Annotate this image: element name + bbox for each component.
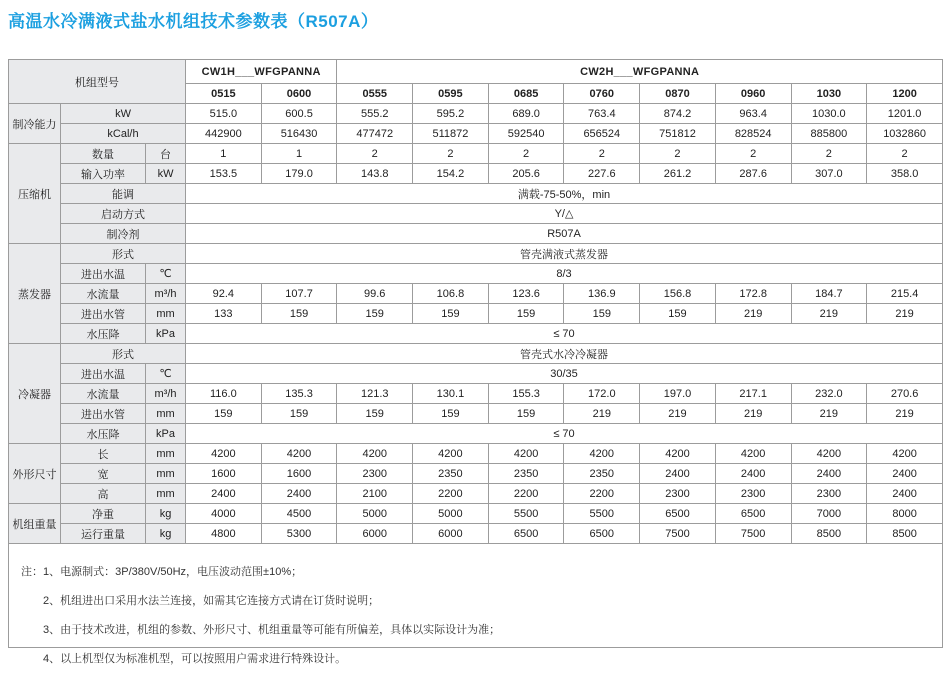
spec-table (8, 59, 943, 544)
value-cell: 2400 (261, 484, 337, 504)
section-label-cell: 机组重量 (9, 504, 61, 544)
value-cell: 6500 (488, 524, 564, 544)
value-cell: 219 (791, 404, 867, 424)
value-cell: 159 (413, 304, 489, 324)
param-label-cell: 水压降 (61, 324, 146, 344)
table-row (9, 484, 943, 504)
merged-value-cell: Y/△ (186, 204, 943, 224)
value-cell: 828524 (715, 124, 791, 144)
table-row (9, 324, 943, 344)
param-label-cell: 高 (61, 484, 146, 504)
value-cell: 159 (337, 404, 413, 424)
unit-cell: kPa (146, 424, 186, 444)
note-item: 4、以上机型仅为标准机型，可以按照用户需求进行特殊设计。 (43, 653, 347, 665)
model-header-cell: 0685 (488, 84, 564, 104)
value-cell: 2200 (413, 484, 489, 504)
table-row (9, 284, 943, 304)
value-cell: 4500 (261, 504, 337, 524)
param-label-cell: 运行重量 (61, 524, 146, 544)
value-cell: 215.4 (867, 284, 943, 304)
note-item: 1、电源制式：3P/380V/50Hz，电压波动范围±10%； (43, 566, 303, 578)
value-cell: 8500 (867, 524, 943, 544)
param-label-cell: kW (61, 104, 186, 124)
table-row (9, 124, 943, 144)
value-cell: 6500 (715, 504, 791, 524)
value-cell: 6000 (337, 524, 413, 544)
value-cell: 121.3 (337, 384, 413, 404)
value-cell: 2 (640, 144, 716, 164)
section-label-cell: 压缩机 (9, 144, 61, 244)
value-cell: 217.1 (715, 384, 791, 404)
value-cell: 106.8 (413, 284, 489, 304)
value-cell: 751812 (640, 124, 716, 144)
unit-cell: ℃ (146, 364, 186, 384)
param-label-cell: 水流量 (61, 384, 146, 404)
table-row (9, 164, 943, 184)
unit-cell: 台 (146, 144, 186, 164)
value-cell: 885800 (791, 124, 867, 144)
table-row (9, 364, 943, 384)
value-cell: 197.0 (640, 384, 716, 404)
value-cell: 689.0 (488, 104, 564, 124)
value-cell: 2400 (867, 484, 943, 504)
table-row (9, 464, 943, 484)
value-cell: 874.2 (640, 104, 716, 124)
table-row (9, 264, 943, 284)
model-header-cell: 0600 (261, 84, 337, 104)
value-cell: 219 (640, 404, 716, 424)
value-cell: 2 (337, 144, 413, 164)
value-cell: 2 (488, 144, 564, 164)
param-label-cell: 数量 (61, 144, 146, 164)
value-cell: 592540 (488, 124, 564, 144)
value-cell: 4200 (261, 444, 337, 464)
unit-cell: mm (146, 484, 186, 504)
value-cell: 261.2 (640, 164, 716, 184)
table-row (9, 384, 943, 404)
value-cell: 159 (337, 304, 413, 324)
value-cell: 2300 (715, 484, 791, 504)
value-cell: 4200 (337, 444, 413, 464)
model-header-cell: 1200 (867, 84, 943, 104)
value-cell: 1 (186, 144, 262, 164)
value-cell: 2 (413, 144, 489, 164)
note-item: 2、机组进出口采用水法兰连接，如需其它连接方式请在订货时说明； (43, 595, 380, 607)
model-header-cell: 0960 (715, 84, 791, 104)
value-cell: 2350 (564, 464, 640, 484)
table-row (9, 344, 943, 364)
value-cell: 2300 (640, 484, 716, 504)
value-cell: 172.8 (715, 284, 791, 304)
table-row (9, 184, 943, 204)
merged-value-cell: 30/35 (186, 364, 943, 384)
param-label-cell: 制冷剂 (61, 224, 186, 244)
value-cell: 6500 (564, 524, 640, 544)
value-cell: 2300 (791, 484, 867, 504)
value-cell: 5500 (488, 504, 564, 524)
table-row (9, 404, 943, 424)
notes (8, 544, 943, 665)
model-label-cell: 机组型号 (9, 60, 186, 104)
table-row (9, 104, 943, 124)
model-header-cell: 0870 (640, 84, 716, 104)
value-cell: 1030.0 (791, 104, 867, 124)
value-cell: 2350 (413, 464, 489, 484)
merged-value-cell: ≤ 70 (186, 424, 943, 444)
value-cell: 5000 (413, 504, 489, 524)
value-cell: 2400 (715, 464, 791, 484)
value-cell: 2400 (186, 484, 262, 504)
merged-value-cell: 管壳式水冷冷凝器 (186, 344, 943, 364)
value-cell: 5000 (337, 504, 413, 524)
value-cell: 963.4 (715, 104, 791, 124)
value-cell: 2100 (337, 484, 413, 504)
value-cell: 555.2 (337, 104, 413, 124)
unit-cell: mm (146, 404, 186, 424)
value-cell: 219 (867, 404, 943, 424)
value-cell: 1032860 (867, 124, 943, 144)
value-cell: 1201.0 (867, 104, 943, 124)
table-row (9, 524, 943, 544)
value-cell: 2 (564, 144, 640, 164)
value-cell: 135.3 (261, 384, 337, 404)
param-label-cell: 宽 (61, 464, 146, 484)
value-cell: 2 (867, 144, 943, 164)
value-cell: 159 (413, 404, 489, 424)
value-cell: 595.2 (413, 104, 489, 124)
table-row (9, 304, 943, 324)
param-label-cell: 净重 (61, 504, 146, 524)
note-item: 3、由于技术改进，机组的参数、外形尺寸、机组重量等可能有所偏差，具体以实际设计为准； (43, 624, 501, 636)
series-header-cell: CW2H___WFGPANNA (337, 60, 943, 84)
value-cell: 99.6 (337, 284, 413, 304)
page-title: 高温水冷满液式盐水机组技术参数表（R507A） (8, 12, 379, 31)
model-header-cell: 0760 (564, 84, 640, 104)
value-cell: 159 (488, 304, 564, 324)
merged-value-cell: 满载-75-50%，min (186, 184, 943, 204)
series-header-cell: CW1H___WFGPANNA (186, 60, 337, 84)
value-cell: 179.0 (261, 164, 337, 184)
value-cell: 2200 (488, 484, 564, 504)
value-cell: 5500 (564, 504, 640, 524)
section-label-cell: 蒸发器 (9, 244, 61, 344)
spec-table-body (9, 104, 943, 544)
table-row (9, 144, 943, 164)
value-cell: 159 (261, 404, 337, 424)
value-cell: 2 (791, 144, 867, 164)
value-cell: 2400 (867, 464, 943, 484)
value-cell: 2300 (337, 464, 413, 484)
value-cell: 2 (715, 144, 791, 164)
value-cell: 270.6 (867, 384, 943, 404)
notes-prefix: 注： (21, 566, 43, 578)
value-cell: 219 (715, 404, 791, 424)
unit-cell: mm (146, 464, 186, 484)
param-label-cell: 水压降 (61, 424, 146, 444)
value-cell: 763.4 (564, 104, 640, 124)
value-cell: 7000 (791, 504, 867, 524)
value-cell: 2400 (791, 464, 867, 484)
value-cell: 159 (640, 304, 716, 324)
value-cell: 205.6 (488, 164, 564, 184)
page (0, 7, 951, 665)
unit-cell: kW (146, 164, 186, 184)
value-cell: 143.8 (337, 164, 413, 184)
value-cell: 1600 (261, 464, 337, 484)
param-label-cell: 启动方式 (61, 204, 186, 224)
value-cell: 219 (867, 304, 943, 324)
value-cell: 227.6 (564, 164, 640, 184)
table-row (9, 204, 943, 224)
param-label-cell: 水流量 (61, 284, 146, 304)
param-label-cell: 能调 (61, 184, 186, 204)
value-cell: 155.3 (488, 384, 564, 404)
value-cell: 219 (791, 304, 867, 324)
spec-sheet (8, 59, 943, 665)
value-cell: 358.0 (867, 164, 943, 184)
value-cell: 4800 (186, 524, 262, 544)
section-label-cell: 冷凝器 (9, 344, 61, 444)
param-label-cell: kCal/h (61, 124, 186, 144)
value-cell: 136.9 (564, 284, 640, 304)
value-cell: 1600 (186, 464, 262, 484)
value-cell: 154.2 (413, 164, 489, 184)
value-cell: 123.6 (488, 284, 564, 304)
value-cell: 133 (186, 304, 262, 324)
param-label-cell: 进出水温 (61, 364, 146, 384)
unit-cell: kPa (146, 324, 186, 344)
param-label-cell: 形式 (61, 244, 186, 264)
value-cell: 159 (564, 304, 640, 324)
value-cell: 184.7 (791, 284, 867, 304)
value-cell: 516430 (261, 124, 337, 144)
table-row (9, 244, 943, 264)
value-cell: 219 (715, 304, 791, 324)
value-cell: 4200 (791, 444, 867, 464)
model-header-cell: 1030 (791, 84, 867, 104)
header-row (9, 60, 943, 84)
param-label-cell: 进出水温 (61, 264, 146, 284)
table-row (9, 224, 943, 244)
value-cell: 4200 (867, 444, 943, 464)
unit-cell: mm (146, 304, 186, 324)
unit-cell: m³/h (146, 384, 186, 404)
value-cell: 153.5 (186, 164, 262, 184)
value-cell: 6000 (413, 524, 489, 544)
unit-cell: m³/h (146, 284, 186, 304)
param-label-cell: 进出水管 (61, 304, 146, 324)
section-label-cell: 外形尺寸 (9, 444, 61, 504)
value-cell: 477472 (337, 124, 413, 144)
value-cell: 156.8 (640, 284, 716, 304)
value-cell: 656524 (564, 124, 640, 144)
value-cell: 116.0 (186, 384, 262, 404)
unit-cell: kg (146, 524, 186, 544)
model-header-cell: 0515 (186, 84, 262, 104)
value-cell: 159 (186, 404, 262, 424)
value-cell: 159 (261, 304, 337, 324)
value-cell: 4200 (564, 444, 640, 464)
value-cell: 1 (261, 144, 337, 164)
merged-value-cell: R507A (186, 224, 943, 244)
value-cell: 7500 (640, 524, 716, 544)
value-cell: 4200 (640, 444, 716, 464)
value-cell: 107.7 (261, 284, 337, 304)
value-cell: 219 (564, 404, 640, 424)
notes-list (43, 558, 501, 665)
section-label-cell: 制冷能力 (9, 104, 61, 144)
value-cell: 4000 (186, 504, 262, 524)
value-cell: 130.1 (413, 384, 489, 404)
spec-table-head (9, 60, 943, 104)
param-label-cell: 长 (61, 444, 146, 464)
value-cell: 600.5 (261, 104, 337, 124)
value-cell: 287.6 (715, 164, 791, 184)
merged-value-cell: ≤ 70 (186, 324, 943, 344)
value-cell: 4200 (715, 444, 791, 464)
unit-cell: kg (146, 504, 186, 524)
value-cell: 2350 (488, 464, 564, 484)
value-cell: 307.0 (791, 164, 867, 184)
value-cell: 232.0 (791, 384, 867, 404)
model-header-cell: 0595 (413, 84, 489, 104)
value-cell: 6500 (640, 504, 716, 524)
value-cell: 442900 (186, 124, 262, 144)
value-cell: 515.0 (186, 104, 262, 124)
value-cell: 4200 (413, 444, 489, 464)
value-cell: 159 (488, 404, 564, 424)
value-cell: 2400 (640, 464, 716, 484)
param-label-cell: 形式 (61, 344, 186, 364)
unit-cell: ℃ (146, 264, 186, 284)
value-cell: 8500 (791, 524, 867, 544)
merged-value-cell: 8/3 (186, 264, 943, 284)
value-cell: 2200 (564, 484, 640, 504)
value-cell: 4200 (488, 444, 564, 464)
value-cell: 7500 (715, 524, 791, 544)
table-row (9, 504, 943, 524)
model-header-cell: 0555 (337, 84, 413, 104)
table-row (9, 424, 943, 444)
value-cell: 4200 (186, 444, 262, 464)
param-label-cell: 输入功率 (61, 164, 146, 184)
unit-cell: mm (146, 444, 186, 464)
value-cell: 5300 (261, 524, 337, 544)
param-label-cell: 进出水管 (61, 404, 146, 424)
merged-value-cell: 管壳满液式蒸发器 (186, 244, 943, 264)
value-cell: 511872 (413, 124, 489, 144)
value-cell: 172.0 (564, 384, 640, 404)
value-cell: 92.4 (186, 284, 262, 304)
table-row (9, 444, 943, 464)
value-cell: 8000 (867, 504, 943, 524)
